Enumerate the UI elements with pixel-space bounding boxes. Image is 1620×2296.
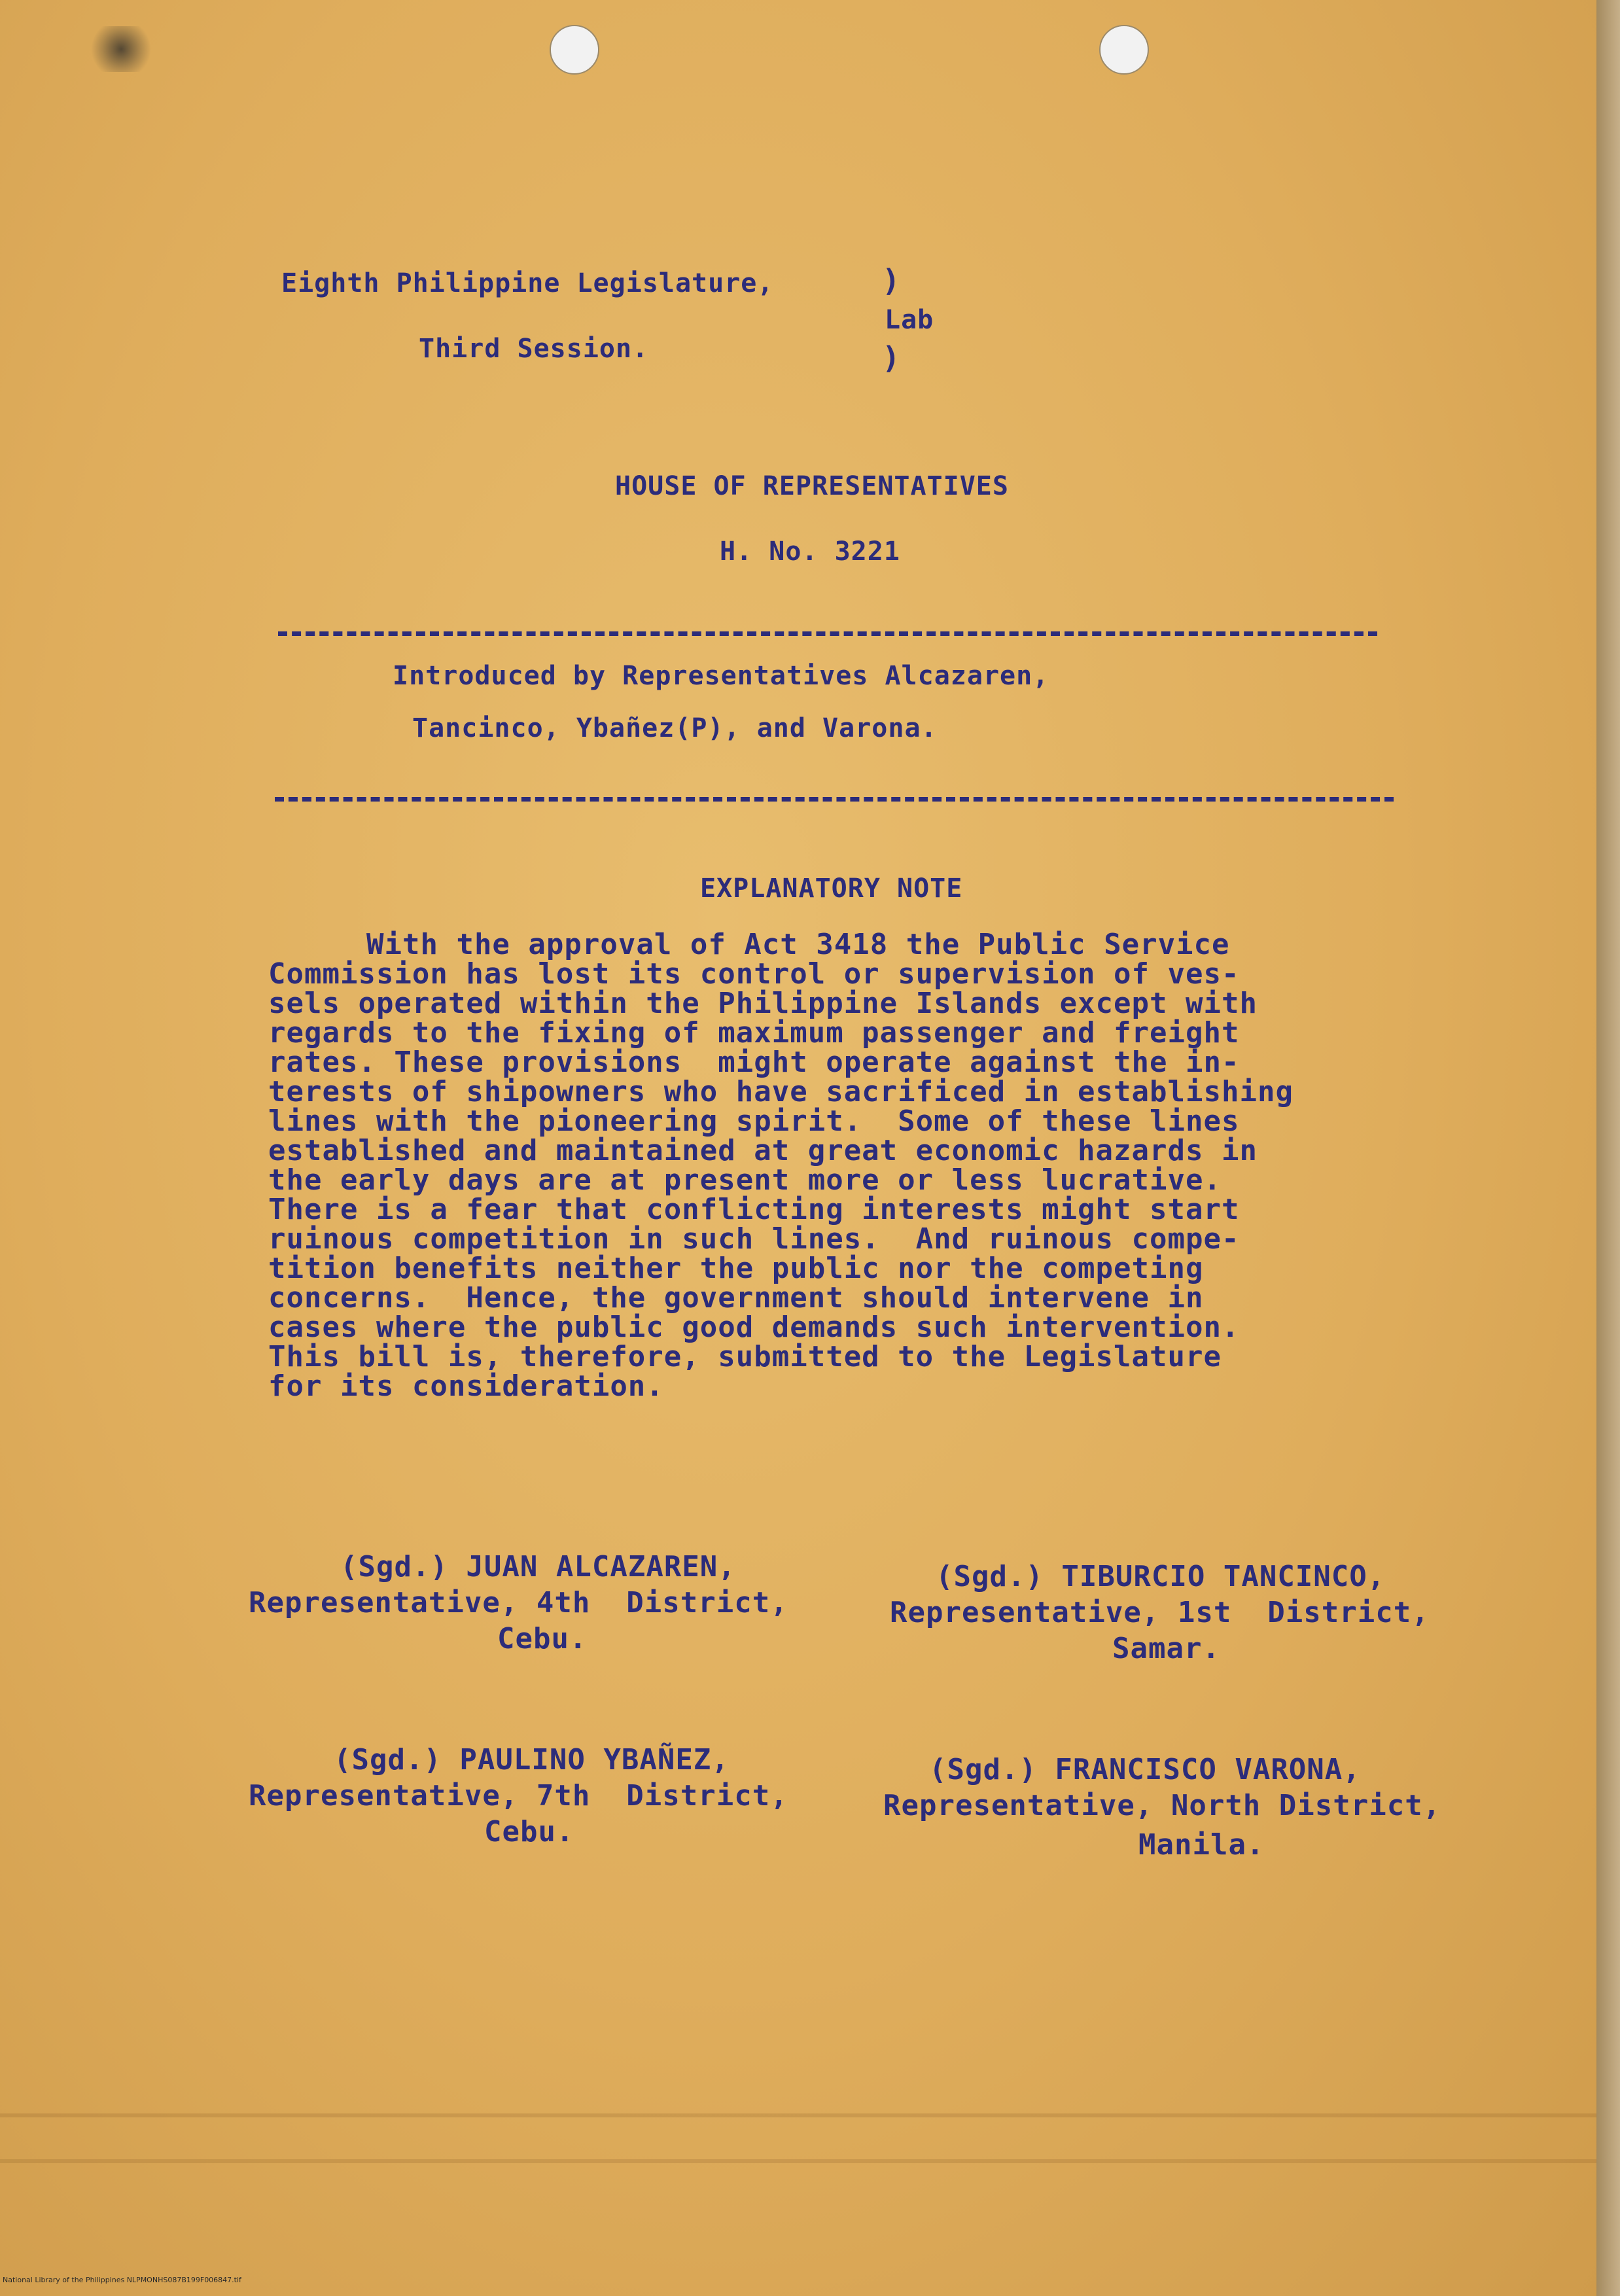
body-line: There is a fear that conflicting interests might start [268,1193,1240,1226]
signatory-title: Representative, 4th District, [249,1586,788,1619]
bill-number: H. No. 3221 [720,537,900,567]
dashed-rule-bottom [275,797,1394,802]
signatory-title: Representative, North District, [883,1789,1441,1822]
introduced-line-1: Introduced by Representatives Alcazaren, [393,661,1049,691]
body-line: sels operated within the Philippine Islands except with [268,987,1258,1020]
body-line: tition benefits neither the public nor the competing [268,1252,1204,1285]
body-line: Commission has lost its control or supervision of ves- [268,957,1240,991]
signatory-place: Manila. [1138,1828,1265,1862]
body-line: ruinous competition in such lines. And ruinous compe- [268,1222,1240,1256]
signatory-title: Representative, 1st District, [890,1596,1430,1629]
signatory-name: (Sgd.) FRANCISCO VARONA, [929,1753,1361,1786]
page-edge [1596,0,1620,2296]
body-line: cases where the public good demands such intervention. [268,1311,1240,1344]
body-line: This bill is, therefore, submitted to the Legislature [268,1340,1222,1373]
legislature-line: Eighth Philippine Legislature, [281,268,774,298]
session-line: Third Session. [419,334,649,364]
signatory-name: (Sgd.) TIBURCIO TANCINCO, [936,1560,1386,1593]
signatory-place: Cebu. [497,1622,588,1655]
ink-stain [85,26,157,72]
archive-footer: National Library of the Philippines NLPMONHS087B199F006847.tif [3,2276,241,2284]
signatory-title: Representative, 7th District, [249,1779,788,1812]
explanatory-title: EXPLANATORY NOTE [700,874,963,904]
body-line: established and maintained at great economic hazards in [268,1134,1258,1167]
bracket-top: ) [882,263,900,298]
fold-line [0,2159,1596,2163]
signatory-place: Cebu. [484,1815,574,1848]
handwritten-mark: Lab [885,305,934,335]
body-line: With the approval of Act 3418 the Public Service [366,928,1230,961]
body-line: for its consideration. [268,1369,664,1403]
body-line: regards to the fixing of maximum passenger and freight [268,1016,1240,1050]
chamber-title: HOUSE OF REPRESENTATIVES [615,471,1009,501]
fold-line [0,2113,1596,2117]
body-line: terests of shipowners who have sacrificed in establishing [268,1075,1294,1108]
signatory-name: (Sgd.) JUAN ALCAZAREN, [340,1550,736,1583]
body-line: concerns. Hence, the government should intervene in [268,1281,1204,1315]
dashed-rule-top [278,631,1377,636]
signatory-place: Samar. [1112,1632,1220,1665]
body-line: the early days are at present more or less lucrative. [268,1163,1222,1197]
body-line: rates. These provisions might operate against the in- [268,1046,1240,1079]
punch-hole-left [550,25,599,75]
punch-hole-right [1099,25,1149,75]
body-line: lines with the pioneering spirit. Some of these lines [268,1104,1240,1138]
signatory-name: (Sgd.) PAULINO YBAÑEZ, [334,1743,730,1776]
introduced-line-2: Tancinco, Ybañez(P), and Varona. [412,713,938,743]
bracket-bottom: ) [882,340,900,376]
